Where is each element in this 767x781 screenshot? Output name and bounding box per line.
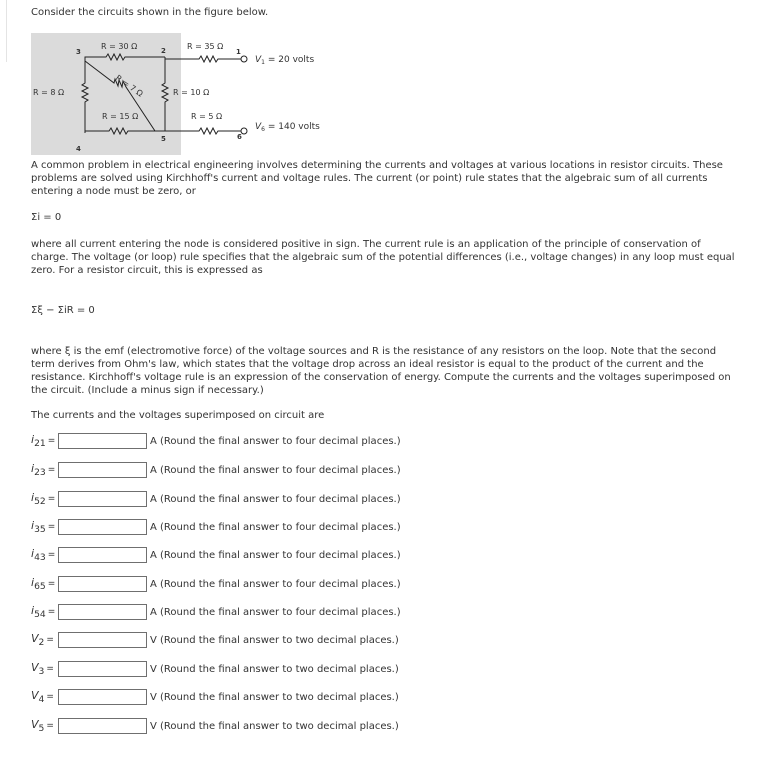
answer-hint: V (Round the final answer to two decimal places.)	[150, 634, 399, 646]
answer-hint: V (Round the final answer to two decimal places.)	[150, 691, 399, 703]
node-1-label: 1	[236, 48, 241, 56]
paragraph-emf: where ξ is the emf (electromotive force) of the voltage sources and R is the resistance of any resistors on the loop. Note that the second term derives from Ohm's law, which states that the voltage drop across an ideal resistor is equal to the product of the current and the resistance. Kirchhoff's voltage rule is an expression of the conservation of energy. Compute the currents and the voltages superimposed on the circuit. (Include a minus sign if necessary.)	[31, 346, 731, 396]
equation-current-rule: Σi = 0	[31, 212, 62, 223]
answer-label: $V_2$ =	[31, 631, 54, 649]
answer-hint: A (Round the final answer to four decimal places.)	[150, 435, 401, 447]
answer-hint: A (Round the final answer to four decimal places.)	[150, 521, 401, 533]
equation-voltage-rule: Σξ − ΣiR = 0	[31, 305, 95, 316]
resistor-35-label: R = 35 Ω	[187, 42, 224, 51]
answer-row-i43	[31, 547, 401, 563]
resistor-10-label: R = 10 Ω	[173, 88, 210, 97]
answer-input-i23[interactable]	[58, 462, 147, 478]
answer-input-i65[interactable]	[58, 576, 147, 592]
answer-label: $V_3$ =	[31, 660, 54, 678]
answer-label: $i_{54}$ =	[31, 603, 56, 621]
intro-text: Consider the circuits shown in the figure below.	[31, 7, 269, 18]
answer-hint: A (Round the final answer to four decimal places.)	[150, 578, 401, 590]
left-edge-divider	[0, 0, 7, 62]
answer-row-i65	[31, 576, 401, 592]
answer-label: $V_5$ =	[31, 717, 54, 735]
resistor-8-label: R = 8 Ω	[33, 88, 65, 97]
answer-row-i21	[31, 433, 401, 449]
answer-hint: A (Round the final answer to four decimal places.)	[150, 464, 401, 476]
answer-row-i23	[31, 462, 401, 478]
node-6-label: 6	[237, 133, 242, 141]
node-4-label: 4	[76, 145, 81, 153]
answer-row-i52	[31, 491, 401, 507]
node-5-label: 5	[161, 135, 166, 143]
node-2-label: 2	[161, 47, 166, 55]
answer-input-i43[interactable]	[58, 547, 147, 563]
answer-label: $i_{35}$ =	[31, 518, 56, 536]
answers-prompt: The currents and the voltages superimposed on circuit are	[31, 410, 325, 421]
answer-label: $i_{52}$ =	[31, 490, 56, 508]
answer-label: $i_{65}$ =	[31, 575, 56, 593]
resistor-7-label: R = 7 Ω	[113, 73, 145, 99]
answer-row-v4	[31, 689, 399, 705]
resistor-5-label: R = 5 Ω	[191, 112, 223, 121]
answer-input-i35[interactable]	[58, 519, 147, 535]
circuit-figure	[31, 33, 331, 155]
answer-hint: V (Round the final answer to two decimal places.)	[150, 663, 399, 675]
answer-input-v5[interactable]	[58, 718, 147, 734]
answer-input-i54[interactable]	[58, 604, 147, 620]
answer-hint: V (Round the final answer to two decimal places.)	[150, 720, 399, 732]
resistor-30-label: R = 30 Ω	[101, 42, 138, 51]
answer-label: $i_{21}$ =	[31, 432, 56, 450]
answer-row-i54	[31, 604, 401, 620]
terminal-1	[241, 56, 247, 62]
answer-hint: A (Round the final answer to four decimal places.)	[150, 549, 401, 561]
answer-label: $V_4$ =	[31, 688, 54, 706]
answer-input-v3[interactable]	[58, 661, 147, 677]
node-3-label: 3	[76, 48, 81, 56]
answer-row-v2	[31, 632, 399, 648]
source-v1-label: $V_1 = 20$ volts	[255, 55, 315, 66]
answer-hint: A (Round the final answer to four decimal places.)	[150, 493, 401, 505]
answer-row-v5	[31, 718, 399, 734]
answer-row-v3	[31, 661, 399, 677]
answer-input-i52[interactable]	[58, 491, 147, 507]
answer-label: $i_{23}$ =	[31, 461, 56, 479]
answer-input-v4[interactable]	[58, 689, 147, 705]
answer-label: $i_{43}$ =	[31, 546, 56, 564]
paragraph-current-rule: A common problem in electrical engineering involves determining the currents and voltages at various locations in resistor circuits. These problems are solved using Kirchhoff's current and voltage rules. The current (or point) rule states that the algebraic sum of all currents entering a node must be zero, or	[31, 160, 723, 197]
paragraph-voltage-rule: where all current entering the node is considered positive in sign. The current rule is an application of the principle of conservation of charge. The voltage (or loop) rule specifies that the algebraic sum of the potential differences (i.e., voltage changes) in any loop must equal zero. For a resistor circuit, this is expressed as	[31, 239, 735, 276]
terminal-6	[241, 128, 247, 134]
answer-input-v2[interactable]	[58, 632, 147, 648]
resistor-15-label: R = 15 Ω	[102, 112, 139, 121]
answer-input-i21[interactable]	[58, 433, 147, 449]
circuit-diagram	[31, 33, 331, 155]
answer-hint: A (Round the final answer to four decimal places.)	[150, 606, 401, 618]
source-v6-label: $V_6 = 140$ volts	[255, 122, 320, 133]
answer-row-i35	[31, 519, 401, 535]
